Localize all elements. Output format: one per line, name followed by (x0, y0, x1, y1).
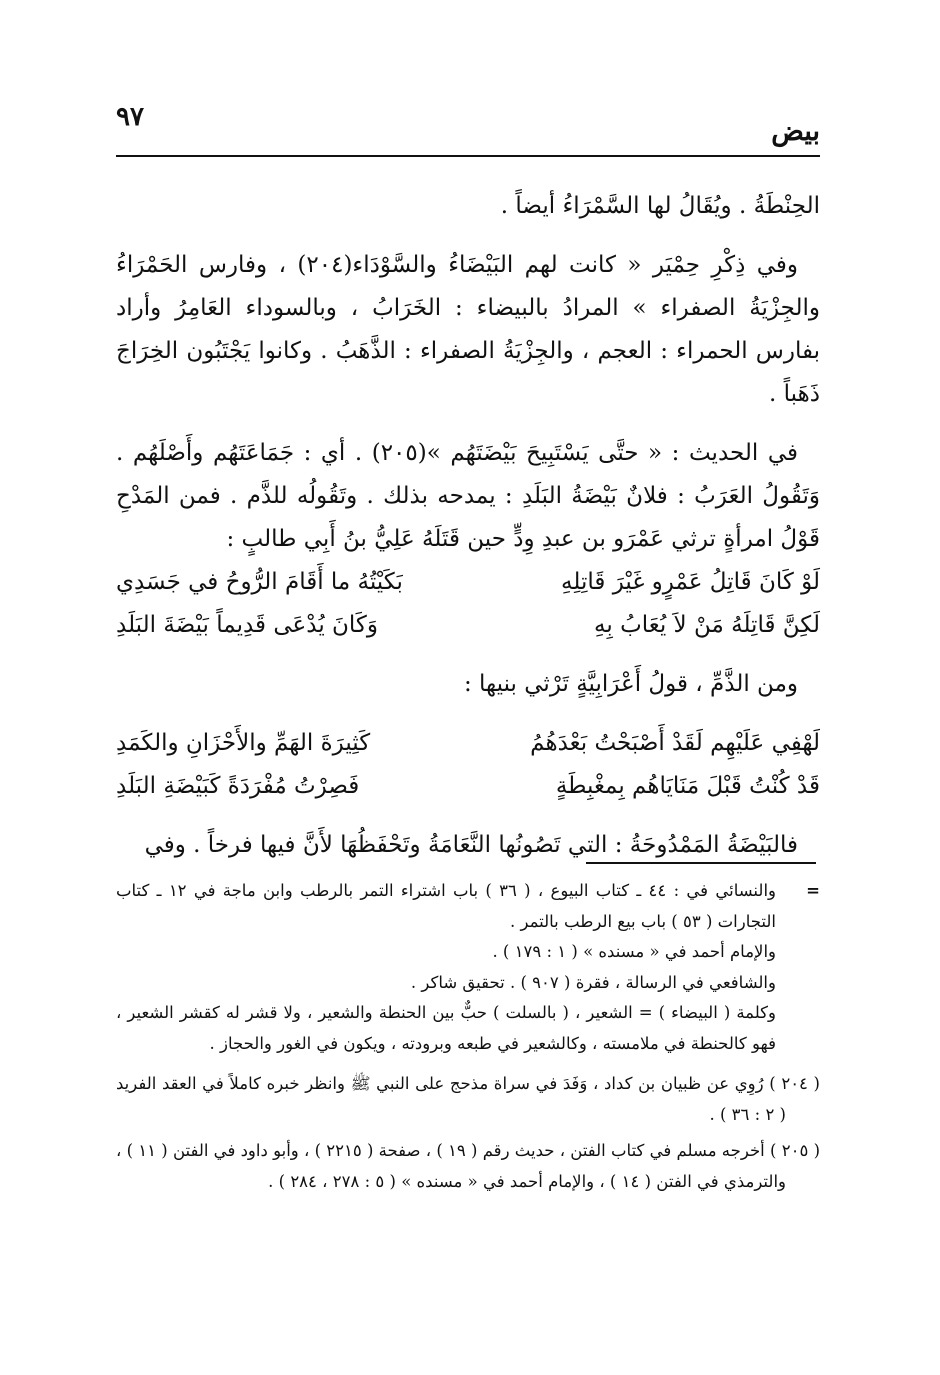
verse-line (116, 722, 820, 765)
paragraph: الحِنْطَةُ . ويُقَالُ لها السَّمْرَاءُ أيضاً . (500, 193, 820, 219)
main-text (116, 185, 820, 883)
footnote-continuation (116, 876, 820, 1059)
footnote-line: والشافعي في الرسالة ، فقرة ( ٩٠٧ ) . تحقيق شاكر . (410, 972, 776, 992)
footnote-204 (116, 1069, 820, 1130)
verse-first-hemistich: قَدْ كُنْتُ قَبْلَ مَنَايَاهُم بِمغْبِطَةٍ (555, 773, 820, 799)
verse-line (116, 765, 820, 808)
verse-line (116, 604, 820, 647)
page-header (116, 92, 820, 154)
footnote-number: ( ٢٠٥ ) (770, 1141, 821, 1160)
footnote-text: رُوِي عن ظبيان بن كداد ، وَفَدَ في سراة مذحج على النبي ﷺ وانظر خبره كاملاً في العقد الفريد ( ٢ : ٣٦ ) . (116, 1074, 786, 1124)
verse-second-hemistich: بَكَيْتُهُ ما أَقَامَ الرُّوحُ في جَسَدِي (116, 569, 403, 595)
header-rule (116, 155, 820, 157)
footnotes (116, 876, 820, 1203)
page-number: ٩٧ (116, 102, 144, 132)
verse-first-hemistich: لَهْفِي عَلَيْهِم لَقَدْ أَصْبَحْتُ بَعْدَهُمُ (530, 730, 820, 756)
paragraph: في الحديث : « حتَّى يَسْتَبِيحَ بَيْضَتَهُم »(٢٠٥) . أي : جَمَاعَتَهُم وأَصْلَهُم . وَتَقُولُ العَرَبُ : فلانٌ بَيْضَةُ البَلَدِ : يمدحه بذلك . وتَقُولُه للذَّم . فمن المَدْحِ قَوْلُ امرأةٍ ترثي عَمْرَو بن عبدِ وِدٍّ حين قَتَلَهُ عَلِيُّ بنُ أَبِي طالبٍ : (116, 440, 820, 552)
footnote-205 (116, 1136, 820, 1197)
poem-block (116, 561, 820, 647)
footnote-separator (586, 862, 816, 864)
verse-second-hemistich: فَصِرْتُ مُفْرَدَةً كَبَيْضَةِ البَلَدِ (116, 773, 360, 799)
poem-block (116, 722, 820, 808)
verse-second-hemistich: وَكَانَ يُدْعَى قَدِيماً بَيْضَةَ البَلَدِ (116, 612, 378, 638)
paragraph: ومن الذَّمِّ ، قولُ أَعْرَابِيَّةٍ تَرْثي بنيها : (463, 671, 798, 697)
continuation-mark: = (806, 881, 820, 900)
verse-first-hemistich: لَوْ كَانَ قَاتِلُ عَمْرٍو غَيْرَ قَاتِلِهِ (561, 569, 820, 595)
verse-first-hemistich: لَكِنَّ قَاتِلَهُ مَنْ لاَ يُعَابُ بِهِ (594, 612, 820, 638)
running-head: بيض (771, 116, 820, 147)
footnote-line: وكلمة ( البيضاء ) = الشعير ، ( بالسلت ) حبٌّ بين الحنطة والشعير ، ولا قشر له كقشر الشعير ، فهو كالحنطة في ملامسته ، وكالشعير في طبعه وبرودته ، ويكون في الغور والحجاز . (116, 1003, 776, 1053)
footnote-line: والنسائي في : ٤٤ ـ كتاب البيوع ، ( ٣٦ ) باب اشتراء التمر بالرطب وابن ماجة في ١٢ ـ كتاب التجارات ( ٥٣ ) باب بيع الرطب بالتمر . (116, 881, 776, 931)
paragraph: فالبَيْضَةُ المَمْدُوحَةُ : التي تَصُونُها النَّعَامَةُ وتَحْفَظُهَا لأَنَّ فيها فرخاً . وفي (144, 832, 798, 858)
footnote-text: أخرجه مسلم في كتاب الفتن ، حديث رقم ( ١٩ ) ، صفحة ( ٢٢١٥ ) ، وأبو داود في الفتن ( ١١ ) ، والترمذي في الفتن ( ١٤ ) ، والإمام أحمد في « مسنده » ( ٥ : ٢٧٨ ، ٢٨٤ ) . (116, 1141, 786, 1191)
footnote-number: ( ٢٠٤ ) (769, 1074, 820, 1093)
footnote-line: والإمام أحمد في « مسنده » ( ١ : ١٧٩ ) . (492, 942, 776, 961)
verse-second-hemistich: كَثِيرَةَ الهَمِّ والأَحْزَانِ والكَمَدِ (116, 730, 371, 756)
verse-line (116, 561, 820, 604)
paragraph: وفي ذِكْرِ حِمْيَر « كانت لهم البَيْضَاءُ والسَّوْدَاء(٢٠٤) ، وفارس الحَمْرَاءُ والجِزْيَةُ الصفراء » المرادُ بالبيضاء : الخَرَابُ ، وبالسوداء العَامِرُ وأراد بفارس الحمراء : العجم ، والجِزْيَةُ الصفراء : الذَّهَبُ . وكانوا يَجْتَبُون الخِرَاجَ ذَهَباً . (116, 252, 820, 407)
